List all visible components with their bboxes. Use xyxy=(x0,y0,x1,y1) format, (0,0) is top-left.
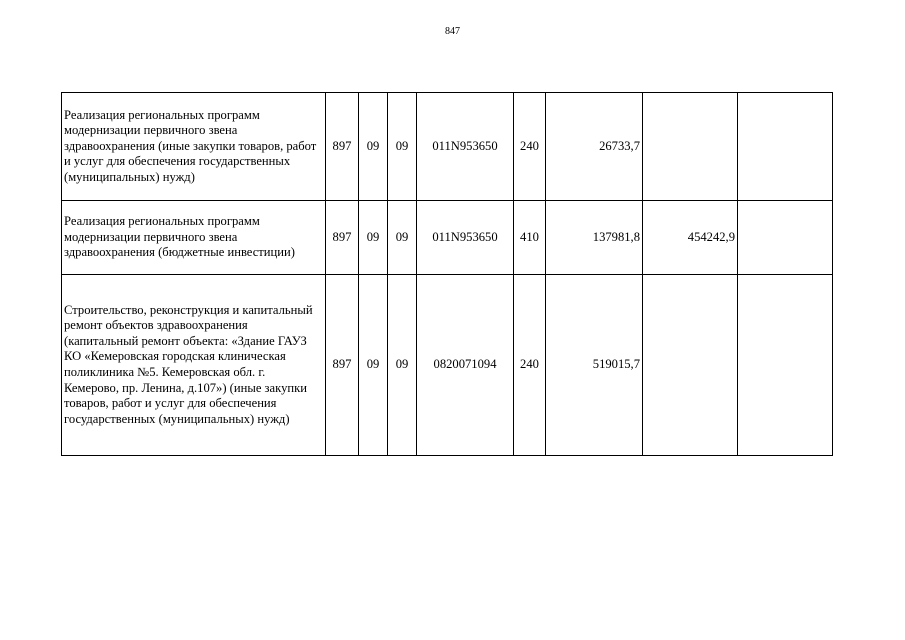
amount-cell-3 xyxy=(738,93,833,201)
row-name-cell: Строительство, реконструкция и капитальный ремонт объектов здравоохранения (капитальный ремонт объекта: «Здание ГАУЗ КО «Кемеровская городская клиническая поликлиника №5. Кемеровская обл. г. Кемерово, пр. Ленина, д.107») (иные закупки товаров, работ и услуг для обеспечения государственных (муниципальных) нужд) xyxy=(62,275,326,456)
amount-cell-2 xyxy=(643,93,738,201)
table-row xyxy=(62,201,833,275)
page-number: 847 xyxy=(445,26,460,37)
amount-cell-1: 26733,7 xyxy=(546,93,643,201)
row-name-cell: Реализация региональных программ модернизации первичного звена здравоохранения (иные закупки товаров, работ и услуг для обеспечения государственных (муниципальных) нужд) xyxy=(62,93,326,201)
section-code-cell: 09 xyxy=(359,93,388,201)
expense-type-cell: 240 xyxy=(514,93,546,201)
expense-type-cell: 410 xyxy=(514,201,546,275)
amount-cell-3 xyxy=(738,275,833,456)
section-code-cell: 09 xyxy=(359,201,388,275)
target-article-cell: 011N953650 xyxy=(417,93,514,201)
table-row xyxy=(62,93,833,201)
grbs-code-cell: 897 xyxy=(326,93,359,201)
amount-cell-1: 137981,8 xyxy=(546,201,643,275)
section-code-cell: 09 xyxy=(359,275,388,456)
target-article-cell: 0820071094 xyxy=(417,275,514,456)
subsection-code-cell: 09 xyxy=(388,275,417,456)
amount-cell-3 xyxy=(738,201,833,275)
table-row xyxy=(62,275,833,456)
grbs-code-cell: 897 xyxy=(326,275,359,456)
target-article-cell: 011N953650 xyxy=(417,201,514,275)
grbs-code-cell: 897 xyxy=(326,201,359,275)
budget-table xyxy=(61,92,833,456)
subsection-code-cell: 09 xyxy=(388,201,417,275)
subsection-code-cell: 09 xyxy=(388,93,417,201)
amount-cell-1: 519015,7 xyxy=(546,275,643,456)
amount-cell-2 xyxy=(643,275,738,456)
expense-type-cell: 240 xyxy=(514,275,546,456)
row-name-cell: Реализация региональных программ модернизации первичного звена здравоохранения (бюджетные инвестиции) xyxy=(62,201,326,275)
amount-cell-2: 454242,9 xyxy=(643,201,738,275)
